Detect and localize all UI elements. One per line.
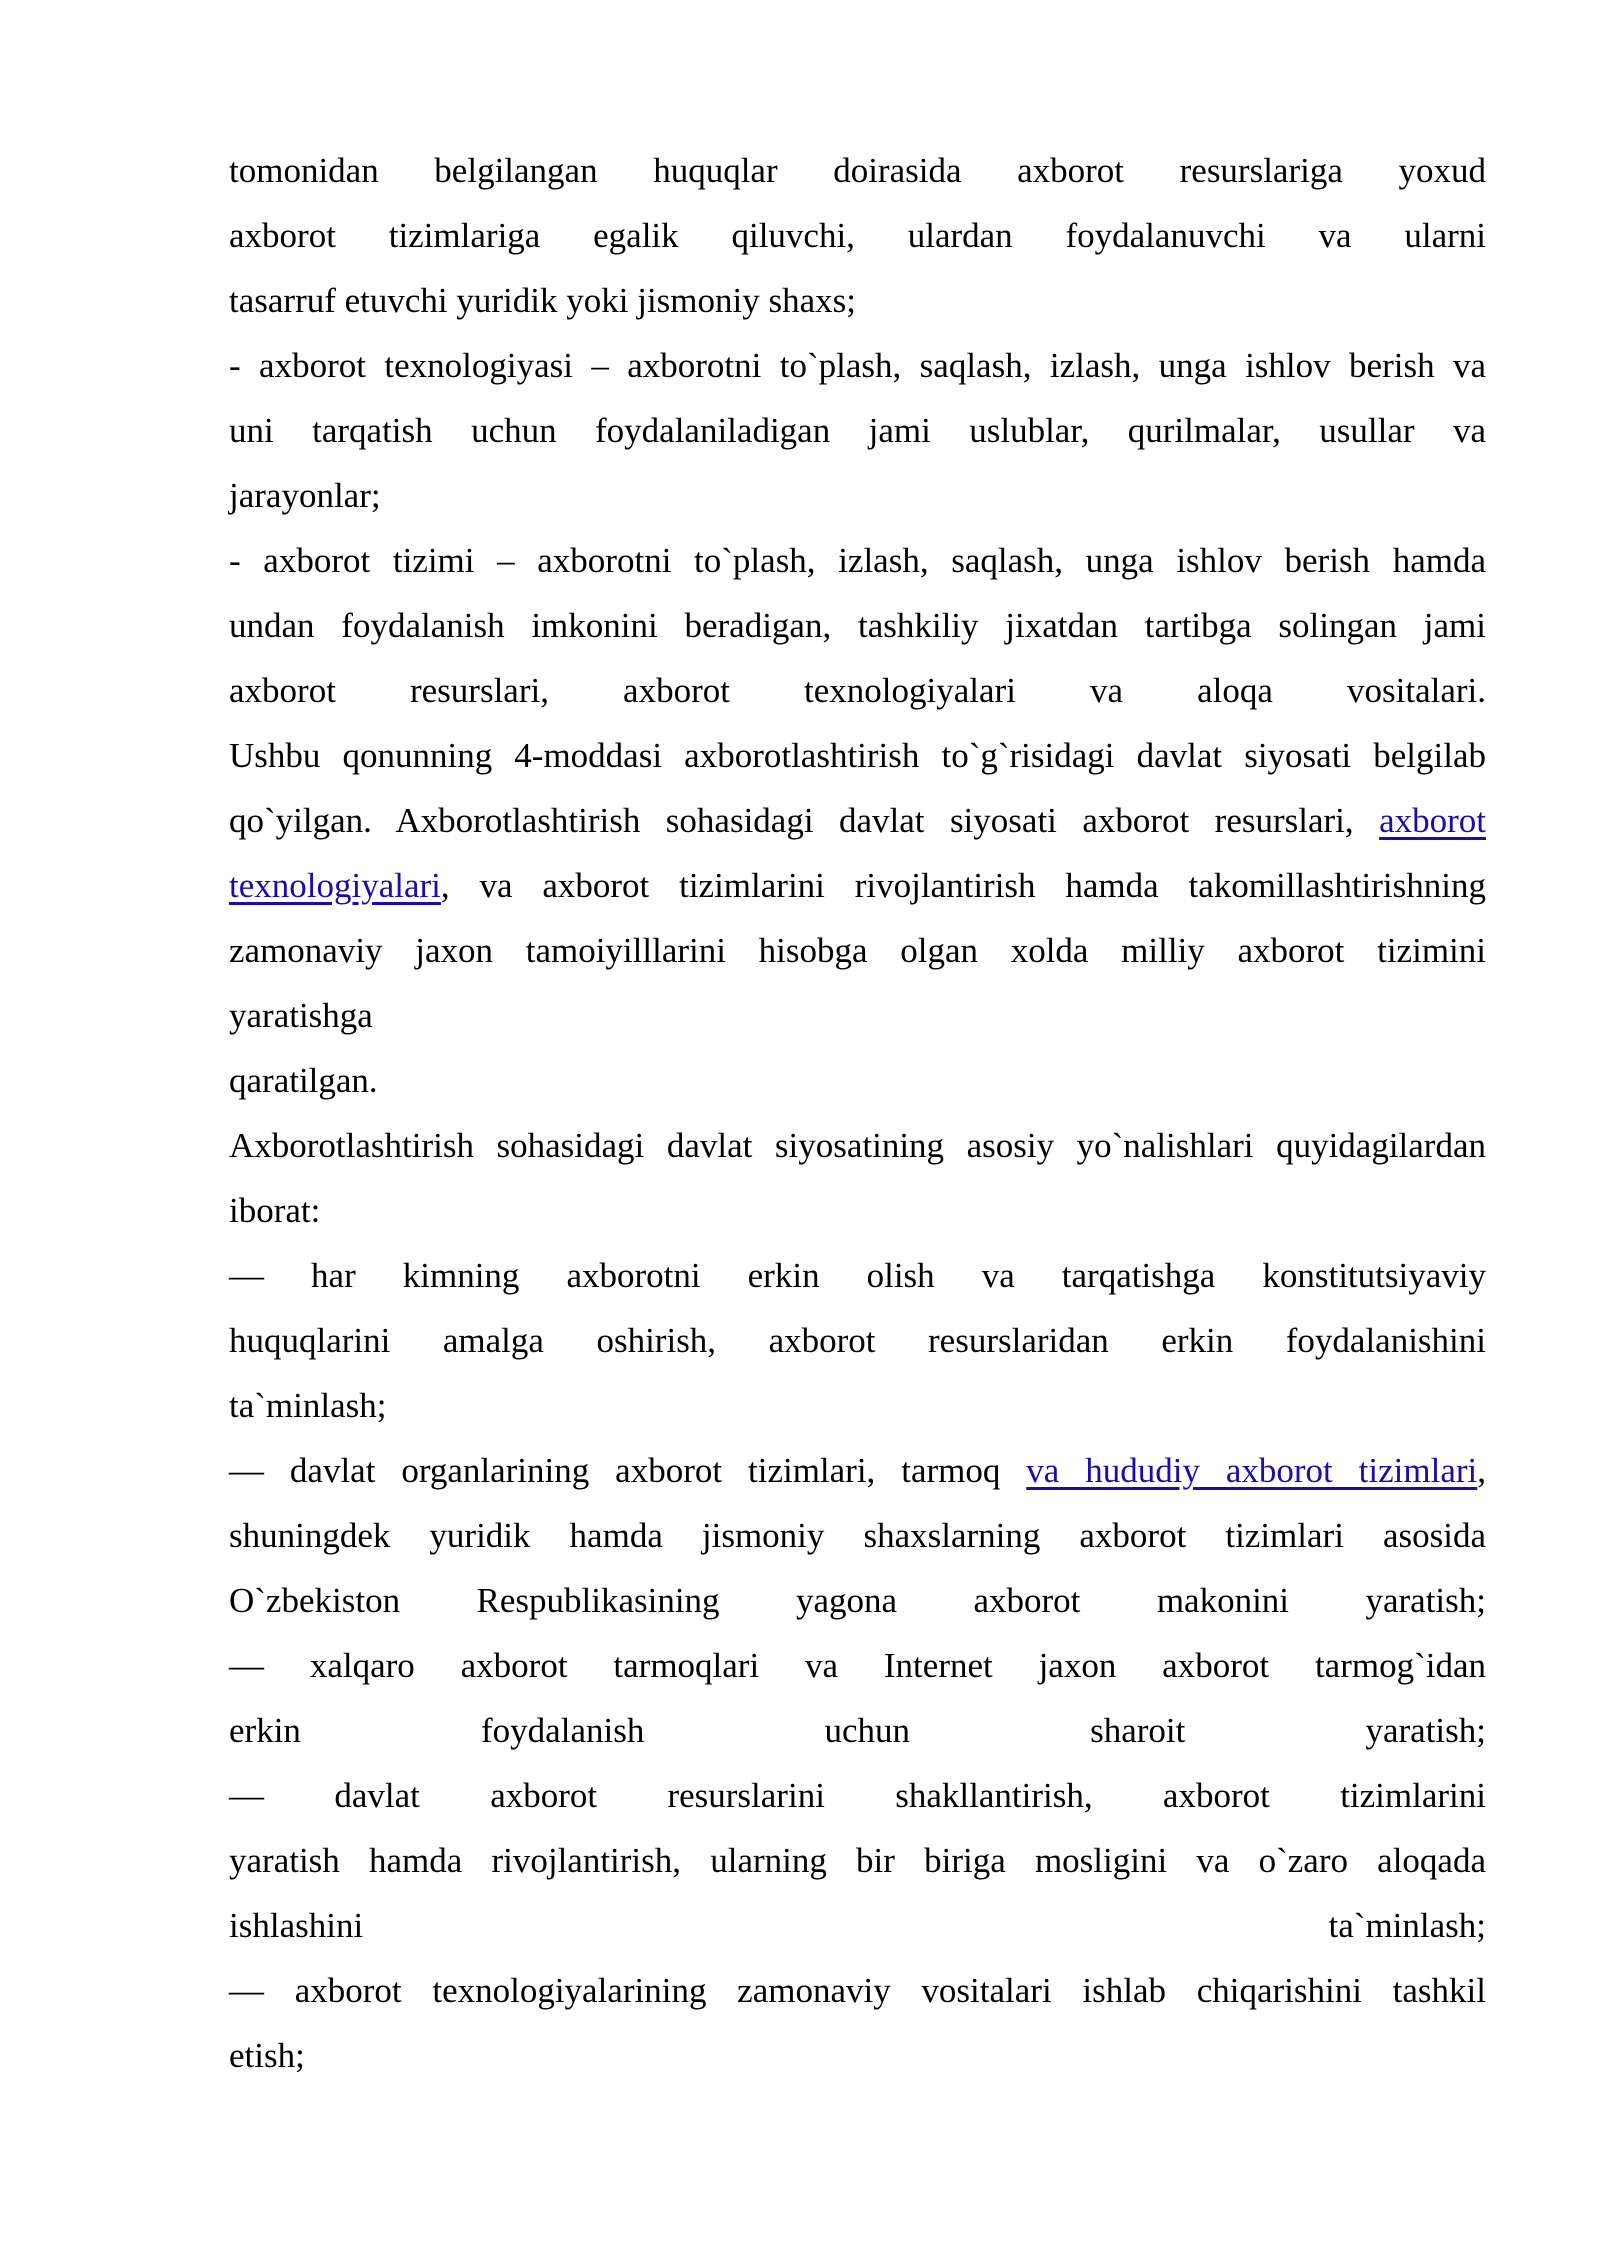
- text-line: [229, 658, 1486, 723]
- line-punctuation: ,: [1477, 1451, 1487, 1490]
- line-text: O`zbekiston Respublikasining yagona axborot makonini yaratish;: [229, 1581, 1486, 1620]
- line-text: huquqlarini amalga oshirish, axborot resurslaridan erkin foydalanishini: [229, 1321, 1486, 1360]
- text-line: [229, 853, 1486, 918]
- text-line: [229, 398, 1486, 463]
- text-line: [229, 593, 1486, 658]
- text-line: [229, 788, 1486, 853]
- text-line: [229, 1438, 1486, 1503]
- text-line: [229, 2023, 1486, 2088]
- line-text: — xalqaro axborot tarmoqlari va Internet jaxon axborot tarmog`idan: [229, 1646, 1486, 1685]
- line-text: erkin foydalanish uchun sharoit yaratish;: [229, 1711, 1486, 1750]
- line-text: undan foydalanish imkonini beradigan, tashkiliy jixatdan tartibga solingan jami: [229, 606, 1486, 645]
- text-line: [229, 918, 1486, 983]
- line-text: uni tarqatish uchun foydalaniladigan jami uslublar, qurilmalar, usullar va: [229, 411, 1486, 450]
- text-line: [229, 203, 1486, 268]
- line-text: jarayonlar;: [229, 476, 381, 515]
- line-text: Axborotlashtirish sohasidagi davlat siyosatining asosiy yo`nalishlari quyidagilardan: [229, 1126, 1486, 1165]
- line-text: ishlashini ta`minlash;: [229, 1906, 1486, 1945]
- line-text: — davlat axborot resurslarini shakllantirish, axborot tizimlarini: [229, 1776, 1486, 1815]
- text-line: [229, 1113, 1486, 1178]
- text-line: [229, 1503, 1486, 1568]
- text-line: [229, 723, 1486, 788]
- line-text: , va axborot tizimlarini rivojlantirish hamda takomillashtirishning: [440, 866, 1486, 905]
- text-line: [229, 463, 1486, 528]
- text-line: [229, 528, 1486, 593]
- text-line: [229, 1958, 1486, 2023]
- line-text: qo`yilgan. Axborotlashtirish sohasidagi davlat siyosati axborot resurslari,: [229, 801, 1354, 840]
- text-line: [229, 268, 1486, 333]
- line-text: qaratilgan.: [229, 1061, 378, 1100]
- line-text: — davlat organlarining axborot tizimlari, tarmoq: [229, 1451, 1001, 1490]
- text-line: [229, 138, 1486, 203]
- line-text: axborot tizimlariga egalik qiluvchi, ulardan foydalanuvchi va ularni: [229, 216, 1486, 255]
- hyperlink[interactable]: texnologiyalari: [229, 866, 441, 905]
- line-text: yaratishga: [229, 996, 373, 1035]
- line-text: axborot resurslari, axborot texnologiyalari va aloqa vositalari.: [229, 671, 1486, 710]
- hyperlink[interactable]: axborot: [1379, 801, 1486, 840]
- line-text: - axborot texnologiyasi – axborotni to`plash, saqlash, izlash, unga ishlov berish va: [229, 346, 1486, 385]
- line-text: — axborot texnologiyalarining zamonaviy vositalari ishlab chiqarishini tashkil: [229, 1971, 1486, 2010]
- text-line: [229, 1828, 1486, 1893]
- text-line: [229, 1763, 1486, 1828]
- text-line: [229, 1373, 1486, 1438]
- text-line: [229, 333, 1486, 398]
- hyperlink[interactable]: va hududiy axborot tizimlari: [1026, 1451, 1478, 1490]
- document-body: [229, 138, 1486, 2088]
- text-line: [229, 1308, 1486, 1373]
- line-text: tasarruf etuvchi yuridik yoki jismoniy shaxs;: [229, 281, 856, 320]
- line-text: iborat:: [229, 1191, 321, 1230]
- line-text: — har kimning axborotni erkin olish va tarqatishga konstitutsiyaviy: [229, 1256, 1486, 1295]
- text-line: [229, 1178, 1486, 1243]
- text-line: [229, 1893, 1486, 1958]
- text-line: [229, 1243, 1486, 1308]
- text-line: [229, 983, 1486, 1048]
- line-text: zamonaviy jaxon tamoiyilllarini hisobga olgan xolda milliy axborot tizimini: [229, 931, 1486, 970]
- line-text: yaratish hamda rivojlantirish, ularning bir biriga mosligini va o`zaro aloqada: [229, 1841, 1486, 1880]
- line-text: shuningdek yuridik hamda jismoniy shaxslarning axborot tizimlari asosida: [229, 1516, 1486, 1555]
- line-text: - axborot tizimi – axborotni to`plash, izlash, saqlash, unga ishlov berish hamda: [229, 541, 1486, 580]
- text-line: [229, 1568, 1486, 1633]
- text-line: [229, 1048, 1486, 1113]
- line-text: ta`minlash;: [229, 1386, 387, 1425]
- line-text: Ushbu qonunning 4-moddasi axborotlashtirish to`g`risidagi davlat siyosati belgilab: [229, 736, 1486, 775]
- text-line: [229, 1698, 1486, 1763]
- line-text: etish;: [229, 2036, 305, 2075]
- line-text: tomonidan belgilangan huquqlar doirasida axborot resurslariga yoxud: [229, 151, 1486, 190]
- text-line: [229, 1633, 1486, 1698]
